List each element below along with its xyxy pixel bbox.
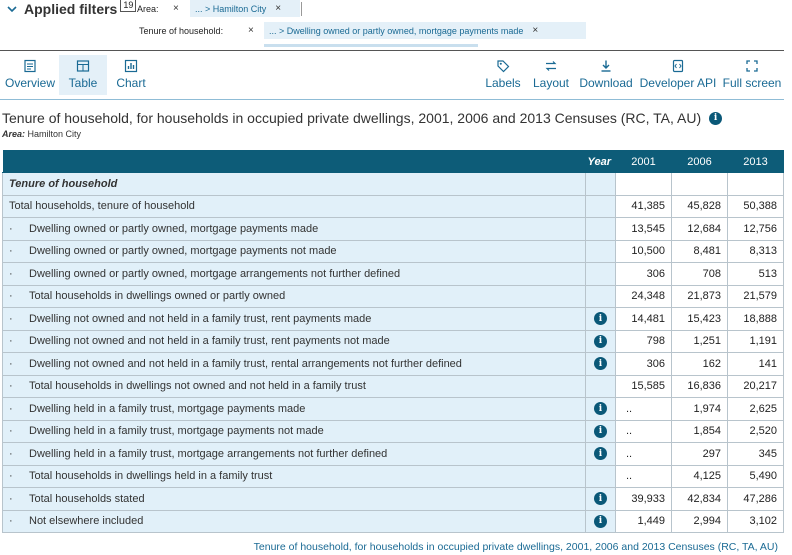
tenure-filter-label: Tenure of household:	[139, 26, 224, 36]
chip-scrollbar[interactable]	[264, 44, 478, 47]
row-label-text: Dwelling held in a family trust, mortgage payments made	[29, 402, 306, 415]
row-label	[3, 218, 586, 241]
filter-count-badge: 19	[120, 0, 136, 12]
area-subtitle	[2, 129, 81, 139]
info-cell	[586, 240, 616, 263]
value-cell: 708	[672, 263, 728, 286]
value-cell: 41,385	[616, 195, 672, 218]
value-cell: 2,625	[728, 398, 784, 421]
value-cell: 42,834	[672, 488, 728, 511]
download-icon	[599, 59, 613, 73]
layout-label: Layout	[532, 76, 570, 90]
info-cell	[586, 443, 616, 466]
full-screen-label: Full screen	[722, 76, 782, 90]
clear-area-filter-button[interactable]: ×	[173, 3, 179, 14]
empty-cell	[728, 173, 784, 196]
developer-api-label: Developer API	[639, 76, 717, 90]
value-cell: 1,854	[672, 420, 728, 443]
info-icon[interactable]: i	[594, 402, 607, 415]
value-cell: 12,756	[728, 218, 784, 241]
info-icon[interactable]: i	[709, 112, 722, 125]
info-cell	[586, 488, 616, 511]
applied-filters-panel	[0, 0, 792, 50]
row-label	[3, 488, 586, 511]
info-cell	[586, 308, 616, 331]
table-row	[3, 263, 784, 286]
table-row	[3, 330, 784, 353]
value-cell: 15,585	[616, 375, 672, 398]
row-label-text: Not elsewhere included	[29, 515, 144, 528]
value-cell: 16,836	[672, 375, 728, 398]
info-icon[interactable]: i	[594, 357, 607, 370]
row-label	[3, 240, 586, 263]
chart-label: Chart	[116, 76, 146, 90]
applied-filters-toggle[interactable]	[6, 0, 136, 18]
value-cell: 1,251	[672, 330, 728, 353]
row-label-text: Total households in dwellings held in a family trust	[29, 470, 273, 483]
value-cell: 2,994	[672, 510, 728, 533]
row-label	[3, 285, 586, 308]
table-row	[3, 375, 784, 398]
value-cell: 21,873	[672, 285, 728, 308]
value-cell: 297	[672, 443, 728, 466]
fullscreen-icon	[745, 59, 759, 73]
row-label	[3, 330, 586, 353]
year-2006-header[interactable]: 2006	[672, 151, 728, 173]
bullet-icon: ·	[9, 492, 13, 505]
row-label-text: Total households in dwellings not owned and not held in a family trust	[29, 380, 366, 393]
swap-arrows-icon	[544, 59, 558, 73]
info-cell	[586, 263, 616, 286]
group-header-row	[3, 173, 784, 196]
value-cell: 39,933	[616, 488, 672, 511]
value-cell: 47,286	[728, 488, 784, 511]
info-cell	[586, 465, 616, 488]
info-cell	[586, 510, 616, 533]
value-cell: 21,579	[728, 285, 784, 308]
value-cell: 18,888	[728, 308, 784, 331]
area-filter-chip[interactable]	[190, 0, 300, 17]
value-cell: 306	[616, 353, 672, 376]
value-cell: 513	[728, 263, 784, 286]
row-label	[3, 398, 586, 421]
area-key: Area:	[2, 129, 26, 139]
row-label	[3, 420, 586, 443]
bullet-icon: ·	[9, 245, 13, 258]
bullet-icon: ·	[9, 470, 13, 483]
value-cell: 1,191	[728, 330, 784, 353]
tenure-group-header: Tenure of household	[3, 173, 586, 196]
download-button[interactable]	[576, 55, 636, 95]
table-row	[3, 195, 784, 218]
table-row	[3, 510, 784, 533]
value-cell: 20,217	[728, 375, 784, 398]
value-cell: ..	[616, 398, 672, 421]
applied-filters-title: Applied filters	[24, 1, 118, 17]
table-row	[3, 353, 784, 376]
value-cell: 4,125	[672, 465, 728, 488]
info-icon[interactable]: i	[594, 425, 607, 438]
tenure-filter-chip[interactable]	[264, 22, 586, 39]
year-2013-header[interactable]: 2013	[728, 151, 784, 173]
table-row	[3, 240, 784, 263]
clear-tenure-filter-button[interactable]: ×	[248, 25, 254, 36]
text-cursor	[301, 2, 302, 16]
remove-area-chip-icon[interactable]: ×	[275, 3, 282, 14]
row-label-text: Dwelling held in a family trust, mortgage arrangements not further defined	[29, 447, 388, 460]
value-cell: 306	[616, 263, 672, 286]
info-cell	[586, 420, 616, 443]
row-label-text: Dwelling owned or partly owned, mortgage payments made	[29, 222, 319, 235]
row-label-text: Dwelling held in a family trust, mortgage payments not made	[29, 425, 324, 438]
year-header: Year	[3, 151, 616, 173]
bullet-icon: ·	[9, 312, 13, 325]
bullet-icon: ·	[9, 290, 13, 303]
api-icon	[671, 59, 685, 73]
tag-icon	[496, 59, 510, 73]
tenure-filter-value: ... > Dwelling owned or partly owned, mortgage payments made	[269, 25, 524, 36]
value-cell: 1,449	[616, 510, 672, 533]
info-cell	[586, 195, 616, 218]
table-row	[3, 218, 784, 241]
row-label-text: Dwelling not owned and not held in a family trust, rental arrangements not further defined	[29, 357, 462, 370]
divider	[0, 50, 784, 51]
row-label	[3, 353, 586, 376]
value-cell: 13,545	[616, 218, 672, 241]
info-cell	[586, 375, 616, 398]
value-cell: 14,481	[616, 308, 672, 331]
full-screen-button[interactable]	[720, 55, 784, 95]
remove-tenure-chip-icon[interactable]: ×	[532, 25, 539, 36]
row-label-text: Total households in dwellings owned or partly owned	[29, 290, 286, 303]
chart-button[interactable]	[110, 55, 152, 95]
labels-label: Labels	[485, 76, 521, 90]
table-row	[3, 465, 784, 488]
page-title-text: Tenure of household, for households in occupied private dwellings, 2001, 2006 and 2013 Censuses (RC, TA, AU)	[2, 110, 702, 126]
overview-icon	[23, 59, 37, 73]
value-cell: 1,974	[672, 398, 728, 421]
row-label	[3, 443, 586, 466]
value-cell: 345	[728, 443, 784, 466]
chart-icon	[124, 59, 138, 73]
value-cell: 8,481	[672, 240, 728, 263]
row-label-text: Dwelling owned or partly owned, mortgage arrangements not further defined	[29, 267, 401, 280]
value-cell: 10,500	[616, 240, 672, 263]
info-cell	[586, 218, 616, 241]
value-cell: 45,828	[672, 195, 728, 218]
table-row	[3, 285, 784, 308]
area-value: Hamilton City	[27, 129, 82, 139]
info-icon[interactable]: i	[594, 335, 607, 348]
info-icon[interactable]: i	[594, 312, 607, 325]
value-cell: 5,490	[728, 465, 784, 488]
value-cell: 8,313	[728, 240, 784, 263]
info-cell	[586, 398, 616, 421]
value-cell: 141	[728, 353, 784, 376]
table-row	[3, 488, 784, 511]
value-cell: 12,684	[672, 218, 728, 241]
value-cell: ..	[616, 443, 672, 466]
info-icon[interactable]: i	[594, 492, 607, 505]
bullet-icon: ·	[9, 335, 13, 348]
bullet-icon: ·	[9, 515, 13, 528]
empty-cell	[672, 173, 728, 196]
view-toolbar	[0, 53, 792, 97]
download-label: Download	[579, 76, 633, 90]
value-cell: 2,520	[728, 420, 784, 443]
row-label	[3, 510, 586, 533]
bullet-icon: ·	[9, 447, 13, 460]
value-cell: ..	[616, 420, 672, 443]
bullet-icon: ·	[9, 425, 13, 438]
labels-button[interactable]	[482, 55, 524, 95]
bullet-icon: ·	[9, 380, 13, 393]
divider	[0, 99, 784, 100]
table-footer-title: Tenure of household, for households in occupied private dwellings, 2001, 2006 and 2013 Censuses (RC, TA, AU)	[253, 541, 778, 553]
data-table	[2, 150, 784, 533]
value-cell: 798	[616, 330, 672, 353]
row-label	[3, 263, 586, 286]
value-cell: 50,388	[728, 195, 784, 218]
info-icon[interactable]: i	[594, 515, 607, 528]
row-label	[3, 375, 586, 398]
overview-button[interactable]	[3, 55, 57, 95]
row-label-text: Dwelling not owned and not held in a family trust, rent payments made	[29, 312, 372, 325]
empty-cell	[616, 173, 672, 196]
row-label-text: Dwelling not owned and not held in a family trust, rent payments not made	[29, 335, 390, 348]
table-label: Table	[68, 76, 98, 90]
chevron-down-icon	[6, 3, 18, 15]
row-label-text: Total households, tenure of household	[9, 200, 195, 213]
bullet-icon: ·	[9, 222, 13, 235]
row-label	[3, 308, 586, 331]
info-cell	[586, 330, 616, 353]
value-cell: 3,102	[728, 510, 784, 533]
table-header-row	[3, 151, 784, 173]
bullet-icon: ·	[9, 267, 13, 280]
layout-button[interactable]	[529, 55, 573, 95]
info-cell	[586, 173, 616, 196]
year-2001-header[interactable]: 2001	[616, 151, 672, 173]
info-icon[interactable]: i	[594, 447, 607, 460]
table-row	[3, 420, 784, 443]
page-title	[2, 110, 722, 126]
overview-label: Overview	[4, 76, 55, 90]
row-label	[3, 465, 586, 488]
value-cell: ..	[616, 465, 672, 488]
bullet-icon: ·	[9, 402, 13, 415]
info-cell	[586, 353, 616, 376]
table-row	[3, 443, 784, 466]
table-button[interactable]	[59, 55, 107, 95]
bullet-icon: ·	[9, 357, 13, 370]
value-cell: 24,348	[616, 285, 672, 308]
row-label-text: Dwelling owned or partly owned, mortgage payments not made	[29, 245, 337, 258]
row-label-text: Total households stated	[29, 492, 145, 505]
table-row	[3, 398, 784, 421]
developer-api-button[interactable]	[638, 55, 718, 95]
area-filter-label: Area:	[137, 4, 159, 14]
row-label	[3, 195, 586, 218]
info-cell	[586, 285, 616, 308]
table-icon	[76, 59, 90, 73]
table-row	[3, 308, 784, 331]
value-cell: 162	[672, 353, 728, 376]
area-filter-value: ... > Hamilton City	[195, 3, 267, 14]
value-cell: 15,423	[672, 308, 728, 331]
